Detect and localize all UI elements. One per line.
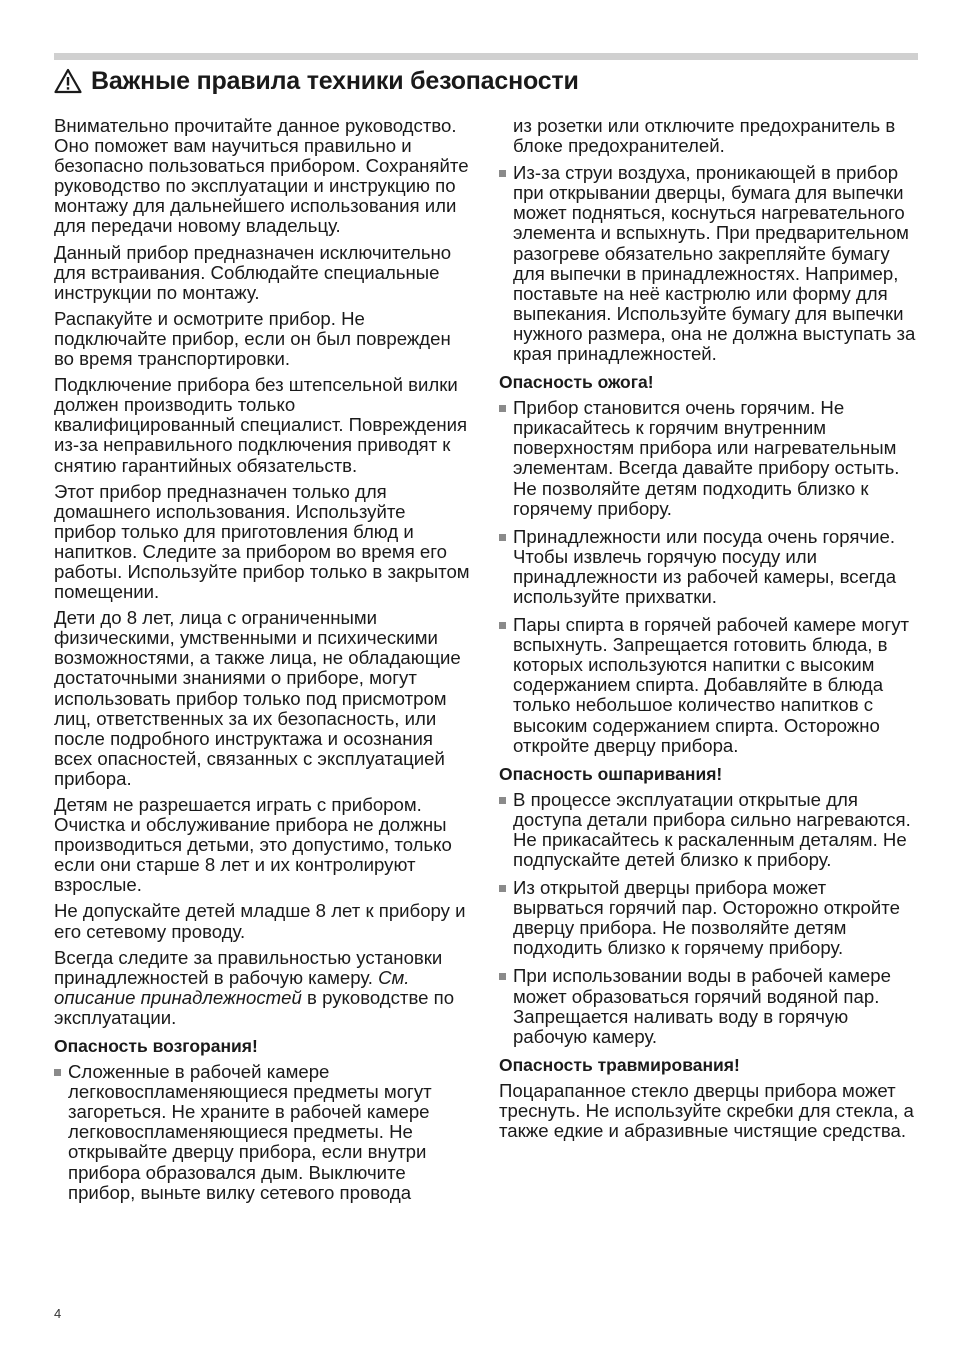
fire-hazard-list-continued	[499, 163, 919, 364]
page-title	[54, 64, 579, 98]
fire-hazard-heading: Опасность возгорания!	[54, 1036, 258, 1057]
list-item	[499, 163, 919, 364]
accessories-paragraph	[54, 948, 470, 1028]
left-column	[54, 116, 470, 1211]
accessories-text-end: в руководстве по эксплуатации.	[54, 986, 455, 1028]
page-title-text: Важные правила техники безопасности	[91, 66, 579, 95]
list-item-text: Из-за струи воздуха, проникающей в прибор при открывании дверцы, бумага для выпечки может подняться, коснуться нагревательного элемента и вспыхнуть. При предварительном разогреве обязательно закрепляйте бумагу для выпечки в принадлежностях. Например, поставьте на неё кастрюлю или форму для выпекания. Используйте бумагу для выпечки нужного размера, она не должна выступать за края принадлежностей.	[513, 162, 916, 365]
bullet-square-icon	[499, 534, 506, 541]
burn-hazard-heading: Опасность ожога!	[499, 372, 654, 393]
accessories-reference: См. описание принадлежностей	[54, 966, 410, 1008]
list-item	[499, 790, 919, 870]
list-item-text: Сложенные в рабочей камере легковоспламеняющиеся предметы могут загореться. Не храните в рабочей камере легковоспламеняющиеся предметы. Не открывайте дверцу прибора, если внутри прибора образовался дым. Выключите прибор, выньте вилку сетевого провода	[68, 1061, 432, 1203]
scald-hazard-list	[499, 790, 919, 1047]
page-number: 4	[54, 1306, 62, 1321]
injury-hazard-heading: Опасность травмирования!	[499, 1054, 740, 1075]
list-item-text: Пары спирта в горячей рабочей камере могут вспыхнуть. Запрещается готовить блюда, в которых используются напитки с высоким содержанием спирта. Добавляйте в блюда только небольшое количество напитков с высоким содержанием спирта. Осторожно откройте дверцу прибора.	[513, 614, 910, 756]
accessories-text: Всегда следите за правильностью установки принадлежностей в рабочую камеру.	[54, 946, 443, 988]
list-item-continuation: из розетки или отключите предохранитель в блоке предохранителей.	[513, 115, 896, 157]
children-cable-paragraph: Не допускайте детей младше 8 лет к прибору и его сетевому проводу.	[54, 900, 466, 942]
bullet-square-icon	[499, 622, 506, 629]
right-column	[499, 116, 919, 1147]
list-item-text: Из открытой дверцы прибора может вырваться горячий пар. Осторожно откройте дверцу прибора. Не позволяйте детям подходить близко к горячему прибору.	[513, 877, 900, 959]
list-item	[499, 878, 919, 958]
household-use-paragraph: Этот прибор предназначен только для домашнего использования. Используйте прибор только для приготовления блюд и напитков. Следите за прибором во время его работы. Используйте прибор только в закрытом помещении.	[54, 480, 470, 603]
list-item	[54, 1062, 470, 1203]
list-item	[499, 527, 919, 607]
list-item-text: При использовании воды в рабочей камере может образоваться горячий водяной пар. Запрещается наливать воду в горячую рабочую камеру.	[513, 965, 891, 1047]
bullet-square-icon	[499, 973, 506, 980]
bullet-square-icon	[499, 885, 506, 892]
bullet-square-icon	[499, 797, 506, 804]
list-item	[499, 615, 919, 756]
list-item	[499, 398, 919, 519]
fire-hazard-list	[54, 1062, 470, 1203]
children-supervision-paragraph: Дети до 8 лет, лица с ограниченными физическими, умственными и психическими возможностями, а также лица, не обладающие достаточными знаниями о приборе, могут использовать прибор только под присмотром лиц, ответственных за их безопасность, или после подробного инструктажа и осознания всех опасностей, связанных с эксплуатацией прибора.	[54, 607, 461, 789]
list-item-text: Прибор становится очень горячим. Не прикасайтесь к горячим внутренним поверхностям прибора или нагревательным элементам. Всегда давайте прибору остыть. Не позволяйте детям подходить близко к горячему прибору.	[513, 397, 900, 519]
children-play-paragraph: Детям не разрешается играть с прибором. Очистка и обслуживание прибора не должны производиться детьми, это допустимо, только если они старше 8 лет и их контролируют взрослые.	[54, 794, 452, 896]
injury-paragraph: Поцарапанное стекло дверцы прибора может треснуть. Не используйте скребки для стекла, а также едкие и абразивные чистящие средства.	[499, 1079, 914, 1142]
list-item	[499, 966, 919, 1046]
bullet-square-icon	[499, 405, 506, 412]
unpack-paragraph: Распакуйте и осмотрите прибор. Не подключайте прибор, если он был поврежден во время транспортировки.	[54, 307, 451, 370]
burn-hazard-list	[499, 398, 919, 756]
bullet-square-icon	[499, 170, 506, 177]
connection-paragraph: Подключение прибора без штепсельной вилки должен производить только квалифицированный специалист. Повреждения из-за неправильного подключения приводят к снятию гарантийных обязательств.	[54, 374, 468, 476]
bullet-square-icon	[54, 1069, 61, 1076]
warning-triangle-icon	[54, 68, 82, 94]
intro-paragraph: Внимательно прочитайте данное руководство. Оно поможет вам научиться правильно и безопасно пользоваться прибором. Сохраняйте руководство по эксплуатации и инструкцию по монтажу для дальнейшего использования или для передачи новому владельцу.	[54, 115, 469, 237]
built-in-paragraph: Данный прибор предназначен исключительно для встраивания. Соблюдайте специальные инструкции по монтажу.	[54, 241, 452, 303]
scald-hazard-heading: Опасность ошпаривания!	[499, 763, 723, 784]
list-item-text: Принадлежности или посуда очень горячие. Чтобы извлечь горячую посуду или принадлежности из рабочей камеры, всегда используйте прихватки.	[513, 525, 897, 607]
list-item-text: В процессе эксплуатации открытые для доступа детали прибора сильно нагреваются. Не прикасайтесь к раскаленным деталям. Не подпускайте детей близко к прибору.	[513, 788, 911, 870]
header-rule	[54, 53, 918, 60]
